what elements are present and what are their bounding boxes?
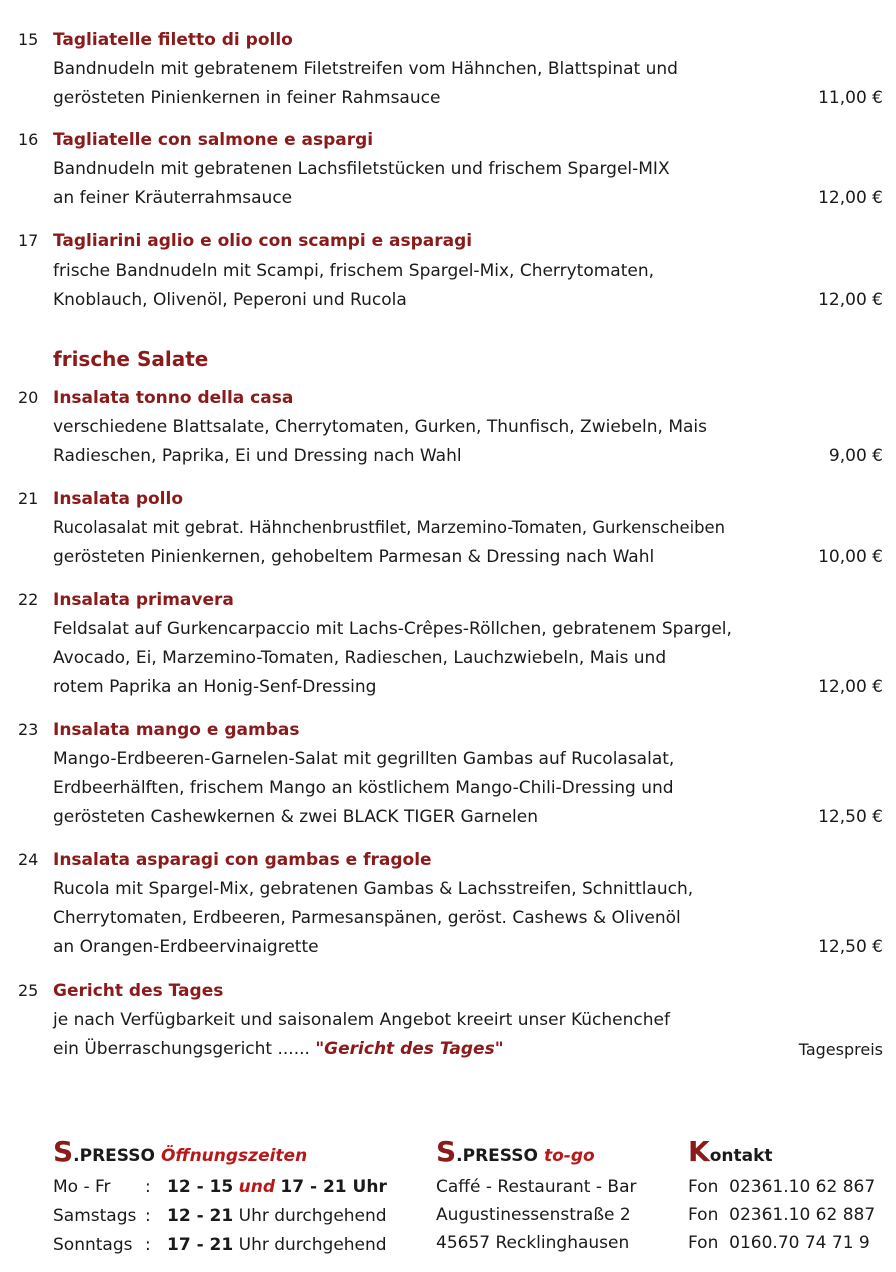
item-title: Insalata primavera bbox=[53, 590, 234, 610]
hours-row bbox=[53, 1202, 387, 1231]
item-description-line: Knoblauch, Olivenöl, Peperoni und Rucola bbox=[53, 290, 407, 310]
item-title: Insalata tonno della casa bbox=[53, 388, 294, 408]
brand-name: .PRESSO bbox=[73, 1146, 155, 1166]
item-description-line: Mango-Erdbeeren-Garnelen-Salat mit gegrillten Gambas auf Rucolasalat, bbox=[53, 749, 675, 769]
item-description-line: an feiner Kräuterrahmsauce bbox=[53, 188, 293, 208]
phone-line: Fon 02361.10 62 867 bbox=[688, 1177, 876, 1197]
item-description-line: an Orangen-Erdbeervinaigrette bbox=[53, 937, 319, 957]
hours-row bbox=[53, 1173, 387, 1202]
item-number: 17 bbox=[18, 231, 39, 250]
item-description-line bbox=[53, 1039, 504, 1059]
opening-hours-heading bbox=[53, 1135, 387, 1173]
opening-hours-block bbox=[53, 1135, 387, 1260]
hours-row bbox=[53, 1231, 387, 1260]
brand-name: .PRESSO bbox=[456, 1146, 538, 1166]
brand-initial: K bbox=[688, 1135, 710, 1168]
section-heading: frische Salate bbox=[53, 347, 209, 371]
item-description-line: frische Bandnudeln mit Scampi, frischem Spargel-Mix, Cherrytomaten, bbox=[53, 261, 655, 281]
item-title: Insalata mango e gambas bbox=[53, 720, 300, 740]
contact-label: ontakt bbox=[709, 1146, 773, 1166]
togo-heading bbox=[436, 1135, 636, 1173]
address-line: 45657 Recklinghausen bbox=[436, 1233, 630, 1253]
item-price: 12,00 € bbox=[818, 677, 883, 697]
contact-heading bbox=[688, 1135, 875, 1173]
hours-time: 17 - 21 bbox=[167, 1235, 234, 1255]
item-title: Insalata pollo bbox=[53, 489, 184, 509]
item-title: Tagliarini aglio e olio con scampi e asparagi bbox=[53, 231, 473, 251]
hours-separator: : bbox=[145, 1235, 151, 1255]
item-description-line: rotem Paprika an Honig-Senf-Dressing bbox=[53, 677, 377, 697]
item-number: 23 bbox=[18, 720, 39, 739]
phone-line: Fon 02361.10 62 887 bbox=[688, 1205, 876, 1225]
item-description-line: Rucolasalat mit gebrat. Hähnchenbrustfilet, Marzemino-Tomaten, Gurkenscheiben bbox=[53, 518, 726, 537]
togo-block bbox=[436, 1135, 636, 1257]
item-price: 10,00 € bbox=[818, 547, 883, 567]
item-number: 21 bbox=[18, 489, 39, 508]
item-price: 12,00 € bbox=[818, 290, 883, 310]
hours-day: Samstags bbox=[53, 1206, 137, 1226]
dish-of-the-day-label: "Gericht des Tages" bbox=[315, 1039, 504, 1059]
item-price: 12,00 € bbox=[818, 188, 883, 208]
item-description-line: gerösteten Pinienkernen, gehobeltem Parmesan & Dressing nach Wahl bbox=[53, 547, 655, 567]
opening-hours-label: Öffnungszeiten bbox=[160, 1146, 308, 1166]
hours-time: 12 - 15 bbox=[167, 1177, 234, 1197]
brand-initial: S bbox=[436, 1135, 457, 1168]
item-description-line: Erdbeerhälften, frischem Mango an köstlichem Mango-Chili-Dressing und bbox=[53, 778, 674, 798]
item-description-line: gerösteten Pinienkernen in feiner Rahmsauce bbox=[53, 88, 441, 108]
hours-time: 17 - 21 Uhr bbox=[280, 1177, 387, 1197]
hours-note: Uhr durchgehend bbox=[238, 1206, 387, 1226]
item-description-line: verschiedene Blattsalate, Cherrytomaten, Gurken, Thunfisch, Zwiebeln, Mais bbox=[53, 417, 708, 437]
address-line: Augustinessenstraße 2 bbox=[436, 1205, 631, 1225]
hours-time: 12 - 21 bbox=[167, 1206, 234, 1226]
item-title: Gericht des Tages bbox=[53, 981, 224, 1001]
item-description-line: Bandnudeln mit gebratenen Lachsfiletstücken und frischem Spargel-MIX bbox=[53, 159, 670, 179]
item-number: 16 bbox=[18, 130, 39, 149]
item-description-line: Cherrytomaten, Erdbeeren, Parmesanspänen, geröst. Cashews & Olivenöl bbox=[53, 908, 681, 928]
item-price: 12,50 € bbox=[818, 937, 883, 957]
hours-separator: : bbox=[145, 1177, 151, 1197]
item-price: Tagespreis bbox=[798, 1040, 883, 1059]
hours-note: Uhr durchgehend bbox=[238, 1235, 387, 1255]
item-price: 9,00 € bbox=[828, 446, 883, 466]
item-number: 20 bbox=[18, 388, 39, 407]
hours-day: Sonntags bbox=[53, 1235, 133, 1255]
togo-label: to-go bbox=[543, 1146, 595, 1166]
address-line: Caffé - Restaurant - Bar bbox=[436, 1177, 637, 1197]
item-description-text: ein Überraschungsgericht ...... bbox=[53, 1039, 310, 1059]
item-title: Tagliatelle filetto di pollo bbox=[53, 30, 293, 50]
phone-line: Fon 0160.70 74 71 9 bbox=[688, 1233, 870, 1253]
item-description-line: Bandnudeln mit gebratenem Filetstreifen vom Hähnchen, Blattspinat und bbox=[53, 59, 678, 79]
hours-und: und bbox=[238, 1177, 275, 1197]
item-title: Insalata asparagi con gambas e fragole bbox=[53, 850, 432, 870]
item-description-line: Radieschen, Paprika, Ei und Dressing nach Wahl bbox=[53, 446, 462, 466]
contact-block bbox=[688, 1135, 875, 1257]
brand-initial: S bbox=[53, 1135, 74, 1168]
item-title: Tagliatelle con salmone e aspargi bbox=[53, 130, 374, 150]
item-description-line: Rucola mit Spargel-Mix, gebratenen Gambas & Lachsstreifen, Schnittlauch, bbox=[53, 879, 694, 899]
item-price: 11,00 € bbox=[818, 88, 883, 108]
item-description-line: je nach Verfügbarkeit und saisonalem Angebot kreeirt unser Küchenchef bbox=[53, 1010, 670, 1030]
item-number: 24 bbox=[18, 850, 39, 869]
item-description-line: Feldsalat auf Gurkencarpaccio mit Lachs-Crêpes-Röllchen, gebratenem Spargel, bbox=[53, 619, 732, 639]
item-price: 12,50 € bbox=[818, 807, 883, 827]
item-number: 15 bbox=[18, 30, 39, 49]
item-number: 22 bbox=[18, 590, 39, 609]
hours-separator: : bbox=[145, 1206, 151, 1226]
item-number: 25 bbox=[18, 981, 39, 1000]
hours-day: Mo - Fr bbox=[53, 1177, 111, 1197]
item-description-line: Avocado, Ei, Marzemino-Tomaten, Radieschen, Lauchzwiebeln, Mais und bbox=[53, 648, 667, 668]
item-description-line: gerösteten Cashewkernen & zwei BLACK TIGER Garnelen bbox=[53, 807, 538, 827]
